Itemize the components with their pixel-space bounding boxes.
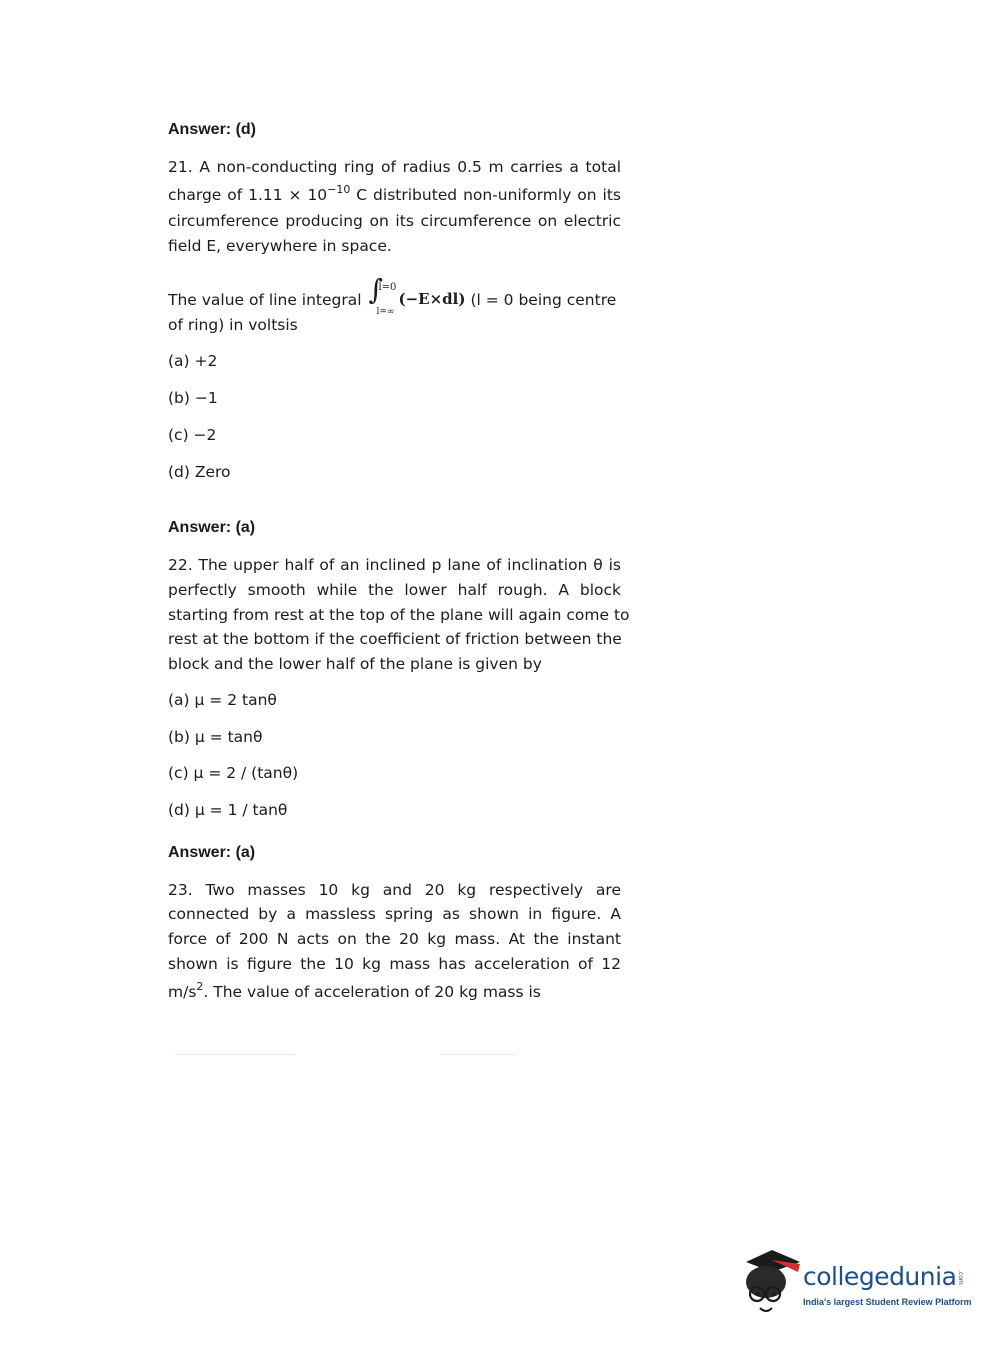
q21-line-3: circumference producing on its circumference on electric: [168, 212, 621, 230]
q22-option-c: (c) μ = 2 / (tanθ): [168, 764, 299, 782]
q23-line-4: shown is figure the 10 kg mass has acceleration of 12: [168, 955, 621, 973]
q23-line-2: connected by a massless spring as shown in figure. A: [168, 905, 621, 923]
q21-integral-line-2: of ring) in voltsis: [168, 316, 298, 334]
answer-q22: Answer: (a): [168, 844, 256, 861]
q21-line-4: field E, everywhere in space.: [168, 237, 392, 255]
logo-suffix: .com: [957, 1270, 964, 1285]
q22-option-a: (a) μ = 2 tanθ: [168, 691, 277, 709]
q21-option-a: (a) +2: [168, 352, 218, 370]
answer-q20: Answer: (d): [168, 121, 256, 138]
line-integral: ∫ l=0 l=∞ (−E×dl): [368, 273, 466, 317]
q22-line-5: block and the lower half of the plane is given by: [168, 655, 542, 673]
mascot-icon: [742, 1248, 802, 1318]
q22-option-b: (b) μ = tanθ: [168, 728, 263, 746]
q22-line-1: 22. The upper half of an inclined p lane of inclination θ is: [168, 556, 621, 574]
q23-line-5: $m/s^2$. The value of acceleration of 20 kg mass is: [168, 980, 541, 1001]
q23-line-1: 23. Two masses 10 kg and 20 kg respectively are: [168, 881, 621, 899]
q22-line-3: starting from rest at the top of the plane will again come to: [168, 606, 630, 624]
q22-line-2: perfectly smooth while the lower half rough. A block: [168, 581, 621, 599]
collegedunia-logo: [742, 1248, 972, 1318]
figure-remnant-left: [175, 1054, 295, 1055]
q21-line-2: charge of $1.11 \times 10^{-10}$ C distributed non-uniformly on its: [168, 183, 621, 204]
q23-exponent: 2: [196, 980, 204, 993]
q21-exponent: −10: [327, 183, 351, 196]
q21-option-b: (b) −1: [168, 389, 218, 407]
logo-tagline: India's largest Student Review Platform: [803, 1297, 972, 1307]
figure-remnant-right: [440, 1054, 515, 1055]
logo-wordmark: collegedunia: [803, 1262, 957, 1291]
q21-option-d: (d) Zero: [168, 463, 231, 481]
q22-option-d: (d) μ = 1 / tanθ: [168, 801, 288, 819]
q23-line-3: force of 200 N acts on the 20 kg mass. At the instant: [168, 930, 621, 948]
q21-line-1: 21. A non-conducting ring of radius 0.5 m carries a total: [168, 158, 621, 176]
q22-line-4: rest at the bottom if the coefficient of friction between the: [168, 630, 622, 648]
q21-option-c: (c) −2: [168, 426, 217, 444]
q21-integral-line: The value of line integral ∫ l=0 l=∞ (−E×dl) (l = 0 being centre: [168, 273, 617, 317]
answer-q21: Answer: (a): [168, 519, 256, 536]
